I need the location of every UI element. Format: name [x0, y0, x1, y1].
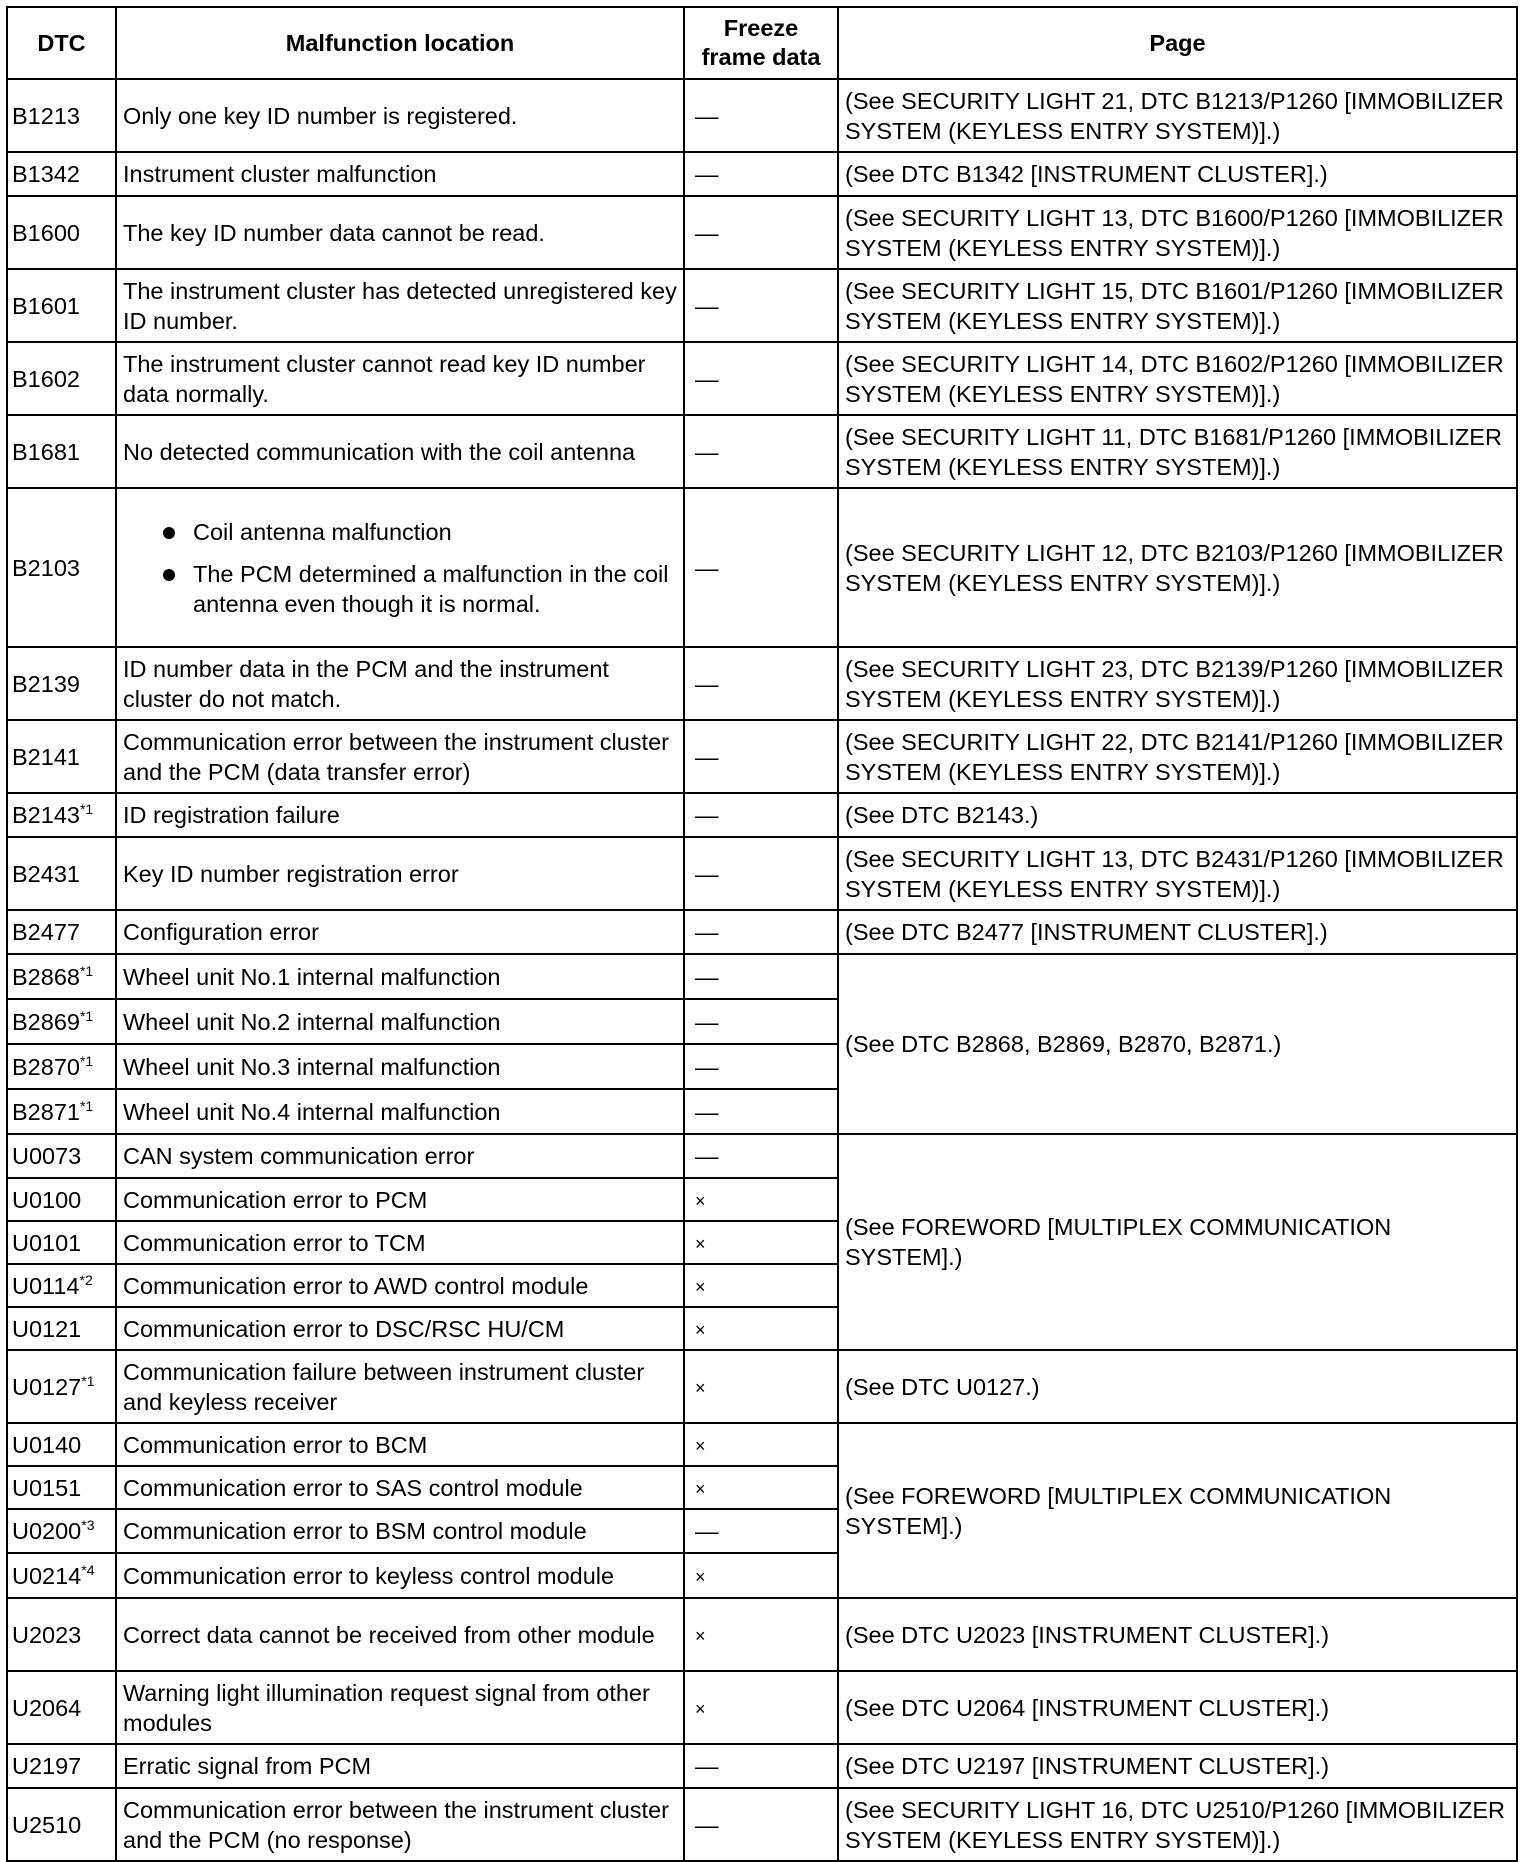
dtc-code: B1213: [7, 79, 116, 152]
freeze-frame-value: —: [684, 342, 838, 415]
page-reference: (See SECURITY LIGHT 14, DTC B1602/P1260 [IMMOBILIZER SYSTEM (KEYLESS ENTRY SYSTEM)].): [838, 342, 1517, 415]
page-reference: (See DTC U2197 [INSTRUMENT CLUSTER].): [838, 1744, 1517, 1788]
header-malfunction-location: Malfunction location: [116, 7, 684, 79]
freeze-frame-value: —: [684, 488, 838, 647]
malfunction-location: Communication error to PCM: [116, 1178, 684, 1221]
malfunction-location: Instrument cluster malfunction: [116, 152, 684, 196]
freeze-frame-value: —: [684, 196, 838, 269]
dtc-code: B1681: [7, 415, 116, 488]
malfunction-location: ID registration failure: [116, 793, 684, 837]
malfunction-location: Communication error between the instrument cluster and the PCM (no response): [116, 1788, 684, 1861]
page-reference: (See SECURITY LIGHT 16, DTC U2510/P1260 [IMMOBILIZER SYSTEM (KEYLESS ENTRY SYSTEM)].): [838, 1788, 1517, 1861]
malfunction-location: [116, 488, 684, 647]
table-row: [7, 1744, 1517, 1788]
dtc-code: U0200$^{*3}$: [7, 1509, 116, 1553]
table-row: [7, 1788, 1517, 1861]
footnote-marker: *1: [79, 1052, 94, 1069]
dtc-code: B2477: [7, 910, 116, 954]
dtc-code: U0073: [7, 1134, 116, 1178]
dtc-code: U0127$^{*1}$: [7, 1350, 116, 1423]
dtc-code: B2139: [7, 647, 116, 720]
malfunction-location: CAN system communication error: [116, 1134, 684, 1178]
freeze-frame-value: —: [684, 1044, 838, 1089]
table-row: [7, 954, 1517, 999]
page-reference: (See DTC B2143.): [838, 793, 1517, 837]
dtc-code: U0214$^{*4}$: [7, 1553, 116, 1598]
table-row: [7, 1134, 1517, 1178]
dtc-code: B1602: [7, 342, 116, 415]
malfunction-location: Wheel unit No.2 internal malfunction: [116, 999, 684, 1044]
table-row: [7, 1671, 1517, 1744]
malfunction-location: Correct data cannot be received from other module: [116, 1598, 684, 1671]
malfunction-location: Warning light illumination request signal from other modules: [116, 1671, 684, 1744]
freeze-frame-value: ×: [684, 1264, 838, 1307]
dtc-code: B2103: [7, 488, 116, 647]
freeze-frame-value: —: [684, 415, 838, 488]
dtc-code: U2510: [7, 1788, 116, 1861]
page-reference: (See SECURITY LIGHT 21, DTC B1213/P1260 [IMMOBILIZER SYSTEM (KEYLESS ENTRY SYSTEM)].): [838, 79, 1517, 152]
page-reference: (See SECURITY LIGHT 11, DTC B1681/P1260 [IMMOBILIZER SYSTEM (KEYLESS ENTRY SYSTEM)].): [838, 415, 1517, 488]
freeze-frame-value: —: [684, 79, 838, 152]
freeze-frame-value: ×: [684, 1178, 838, 1221]
malfunction-location: Erratic signal from PCM: [116, 1744, 684, 1788]
table-row: [7, 415, 1517, 488]
freeze-frame-value: —: [684, 269, 838, 342]
dtc-code: U0151: [7, 1466, 116, 1509]
malfunction-location: The instrument cluster has detected unregistered key ID number.: [116, 269, 684, 342]
footnote-marker: *4: [81, 1561, 95, 1578]
page-reference: (See DTC B2868, B2869, B2870, B2871.): [838, 954, 1517, 1134]
freeze-frame-value: —: [684, 793, 838, 837]
dtc-code: U2023: [7, 1598, 116, 1671]
page-reference: (See FOREWORD [MULTIPLEX COMMUNICATION SYSTEM].): [838, 1134, 1517, 1350]
header-page: Page: [838, 7, 1517, 79]
table-row: [7, 269, 1517, 342]
freeze-frame-value: ×: [684, 1671, 838, 1744]
table-row: [7, 910, 1517, 954]
footnote-marker: *2: [79, 1271, 93, 1288]
freeze-frame-value: —: [684, 837, 838, 910]
freeze-frame-value: —: [684, 1788, 838, 1861]
page-reference: (See DTC U2064 [INSTRUMENT CLUSTER].): [838, 1671, 1517, 1744]
page-reference: (See SECURITY LIGHT 13, DTC B1600/P1260 [IMMOBILIZER SYSTEM (KEYLESS ENTRY SYSTEM)].): [838, 196, 1517, 269]
page-reference: (See DTC B2477 [INSTRUMENT CLUSTER].): [838, 910, 1517, 954]
malfunction-location: Only one key ID number is registered.: [116, 79, 684, 152]
freeze-frame-value: —: [684, 152, 838, 196]
footnote-marker: *1: [79, 962, 94, 979]
header-freeze-frame-data: Freeze frame data: [684, 7, 838, 79]
location-bullet-item: Coil antenna malfunction: [193, 517, 677, 547]
page-reference: (See DTC B1342 [INSTRUMENT CLUSTER].): [838, 152, 1517, 196]
table-row: [7, 1423, 1517, 1466]
page-reference: (See FOREWORD [MULTIPLEX COMMUNICATION SYSTEM].): [838, 1423, 1517, 1598]
table-row: [7, 793, 1517, 837]
malfunction-location: No detected communication with the coil antenna: [116, 415, 684, 488]
page-reference: (See DTC U2023 [INSTRUMENT CLUSTER].): [838, 1598, 1517, 1671]
malfunction-location: Communication error to TCM: [116, 1221, 684, 1264]
malfunction-location: The key ID number data cannot be read.: [116, 196, 684, 269]
dtc-code: U0114$^{*2}$: [7, 1264, 116, 1307]
header-dtc: DTC: [7, 7, 116, 79]
freeze-frame-value: —: [684, 1089, 838, 1134]
freeze-frame-value: —: [684, 1744, 838, 1788]
table-row: [7, 342, 1517, 415]
malfunction-location: The instrument cluster cannot read key ID number data normally.: [116, 342, 684, 415]
location-bullet-list: [123, 517, 677, 619]
footnote-marker: *1: [79, 1007, 94, 1024]
table-row: [7, 720, 1517, 793]
malfunction-location: Communication error to BSM control module: [116, 1509, 684, 1553]
table-row: [7, 196, 1517, 269]
table-row: [7, 79, 1517, 152]
table-body: [7, 79, 1517, 1861]
footnote-marker: *1: [79, 801, 94, 817]
malfunction-location: Wheel unit No.3 internal malfunction: [116, 1044, 684, 1089]
freeze-frame-value: ×: [684, 1307, 838, 1350]
malfunction-location: Wheel unit No.1 internal malfunction: [116, 954, 684, 999]
table-row: [7, 152, 1517, 196]
dtc-code: B2869$^{*1}$: [7, 999, 116, 1044]
freeze-frame-value: ×: [684, 1350, 838, 1423]
dtc-table: [6, 6, 1518, 1862]
page-reference: (See SECURITY LIGHT 15, DTC B1601/P1260 [IMMOBILIZER SYSTEM (KEYLESS ENTRY SYSTEM)].): [838, 269, 1517, 342]
malfunction-location: Configuration error: [116, 910, 684, 954]
page-reference: (See DTC U0127.): [838, 1350, 1517, 1423]
footnote-marker: *1: [81, 1372, 95, 1389]
dtc-code: B2141: [7, 720, 116, 793]
malfunction-location: Communication error to AWD control module: [116, 1264, 684, 1307]
dtc-code: B2143$^{*1}$: [7, 793, 116, 837]
dtc-code: U0101: [7, 1221, 116, 1264]
freeze-frame-value: —: [684, 1134, 838, 1178]
footnote-marker: *1: [79, 1097, 94, 1114]
dtc-code: U0100: [7, 1178, 116, 1221]
dtc-code: B2431: [7, 837, 116, 910]
malfunction-location: Communication error to DSC/RSC HU/CM: [116, 1307, 684, 1350]
page-reference: (See SECURITY LIGHT 22, DTC B2141/P1260 [IMMOBILIZER SYSTEM (KEYLESS ENTRY SYSTEM)].): [838, 720, 1517, 793]
malfunction-location: Key ID number registration error: [116, 837, 684, 910]
header-row: [7, 7, 1517, 79]
dtc-code: U0140: [7, 1423, 116, 1466]
dtc-code: B2868$^{*1}$: [7, 954, 116, 999]
freeze-frame-value: ×: [684, 1598, 838, 1671]
table-row: [7, 837, 1517, 910]
freeze-frame-value: —: [684, 1509, 838, 1553]
freeze-frame-value: ×: [684, 1423, 838, 1466]
dtc-code: B2871$^{*1}$: [7, 1089, 116, 1134]
malfunction-location: ID number data in the PCM and the instrument cluster do not match.: [116, 647, 684, 720]
page-reference: (See SECURITY LIGHT 23, DTC B2139/P1260 [IMMOBILIZER SYSTEM (KEYLESS ENTRY SYSTEM)].): [838, 647, 1517, 720]
freeze-frame-value: —: [684, 999, 838, 1044]
location-bullet-item: The PCM determined a malfunction in the coil antenna even though it is normal.: [193, 559, 677, 619]
freeze-frame-value: —: [684, 720, 838, 793]
freeze-frame-value: ×: [684, 1466, 838, 1509]
page-reference: (See SECURITY LIGHT 12, DTC B2103/P1260 [IMMOBILIZER SYSTEM (KEYLESS ENTRY SYSTEM)].): [838, 488, 1517, 647]
page-reference: (See SECURITY LIGHT 13, DTC B2431/P1260 [IMMOBILIZER SYSTEM (KEYLESS ENTRY SYSTEM)].): [838, 837, 1517, 910]
dtc-code: U0121: [7, 1307, 116, 1350]
table-row: [7, 488, 1517, 647]
malfunction-location: Communication error to BCM: [116, 1423, 684, 1466]
freeze-frame-value: —: [684, 910, 838, 954]
freeze-frame-value: —: [684, 954, 838, 999]
dtc-code: U2064: [7, 1671, 116, 1744]
freeze-frame-value: —: [684, 647, 838, 720]
freeze-frame-value: ×: [684, 1221, 838, 1264]
malfunction-location: Communication error between the instrument cluster and the PCM (data transfer error): [116, 720, 684, 793]
dtc-code: U2197: [7, 1744, 116, 1788]
table-row: [7, 1350, 1517, 1423]
malfunction-location: Wheel unit No.4 internal malfunction: [116, 1089, 684, 1134]
dtc-code: B1342: [7, 152, 116, 196]
dtc-code: B1601: [7, 269, 116, 342]
malfunction-location: Communication error to keyless control module: [116, 1553, 684, 1598]
dtc-code: B1600: [7, 196, 116, 269]
table-row: [7, 1598, 1517, 1671]
freeze-frame-value: ×: [684, 1553, 838, 1598]
malfunction-location: Communication error to SAS control module: [116, 1466, 684, 1509]
footnote-marker: *3: [81, 1517, 95, 1533]
table-row: [7, 647, 1517, 720]
malfunction-location: Communication failure between instrument cluster and keyless receiver: [116, 1350, 684, 1423]
dtc-code: B2870$^{*1}$: [7, 1044, 116, 1089]
